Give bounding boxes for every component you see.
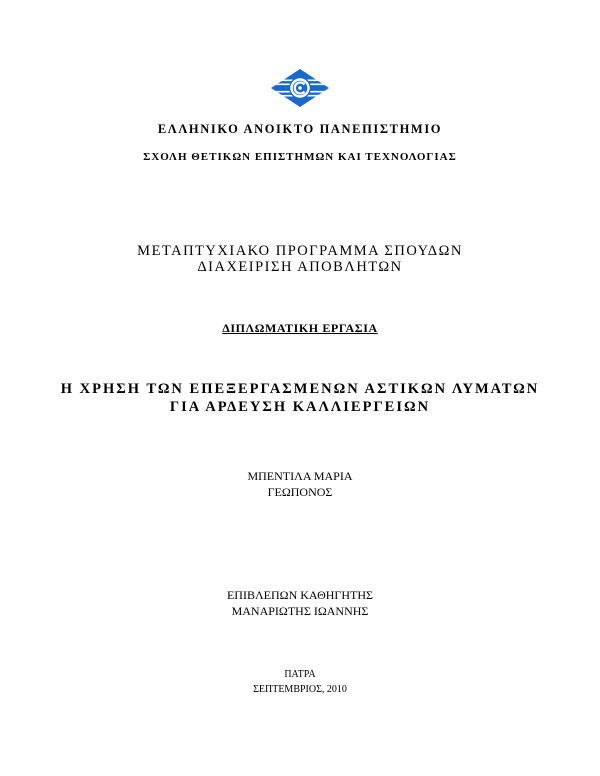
thesis-title-line-1: Η ΧΡΗΣΗ ΤΩΝ ΕΠΕΞΕΡΓΑΣΜΕΝΩΝ ΑΣΤΙΚΩΝ ΛΥΜΑΤΩΝ [60,381,540,397]
author-name: ΜΠΕΝΤΙΛΑ ΜΑΡΙΑ [247,469,353,483]
university-name: ΕΛΛΗΝΙΚΟ ΑΝΟΙΚΤΟ ΠΑΝΕΠΙΣΤΗΜΙΟ [157,122,443,136]
supervisor-name: ΜΑΝΑΡΙΩΤΗΣ ΙΩΑΝΝΗΣ [231,604,369,618]
author-role: ΓΕΩΠΟΝΟΣ [267,485,333,499]
thesis-title-line-2: ΓΙΑ ΑΡΔΕΥΣΗ ΚΑΛΛΙΕΡΓΕΙΩΝ [169,399,431,415]
date: ΣΕΠΤΕΜΒΡΙΟΣ, 2010 [253,684,347,695]
university-logo-icon [270,68,330,108]
city: ΠΑΤΡΑ [284,669,316,680]
school-name: ΣΧΟΛΗ ΘΕΤΙΚΩΝ ΕΠΙΣΤΗΜΩΝ ΚΑΙ ΤΕΧΝΟΛΟΓΙΑΣ [143,151,457,163]
thesis-type-heading: ΔΙΠΛΩΜΑΤΙΚΗ ΕΡΓΑΣΙΑ [222,321,378,335]
supervisor-label: ΕΠΙΒΛΕΠΩΝ ΚΑΘΗΓΗΤΗΣ [226,588,374,602]
program-subtitle: ΔΙΑΧΕΙΡΙΣΗ ΑΠΟΒΛΗΤΩΝ [197,259,403,275]
program-title: ΜΕΤΑΠΤΥΧΙΑΚΟ ΠΡΟΓΡΑΜΜΑ ΣΠΟΥΔΩΝ [137,243,463,259]
